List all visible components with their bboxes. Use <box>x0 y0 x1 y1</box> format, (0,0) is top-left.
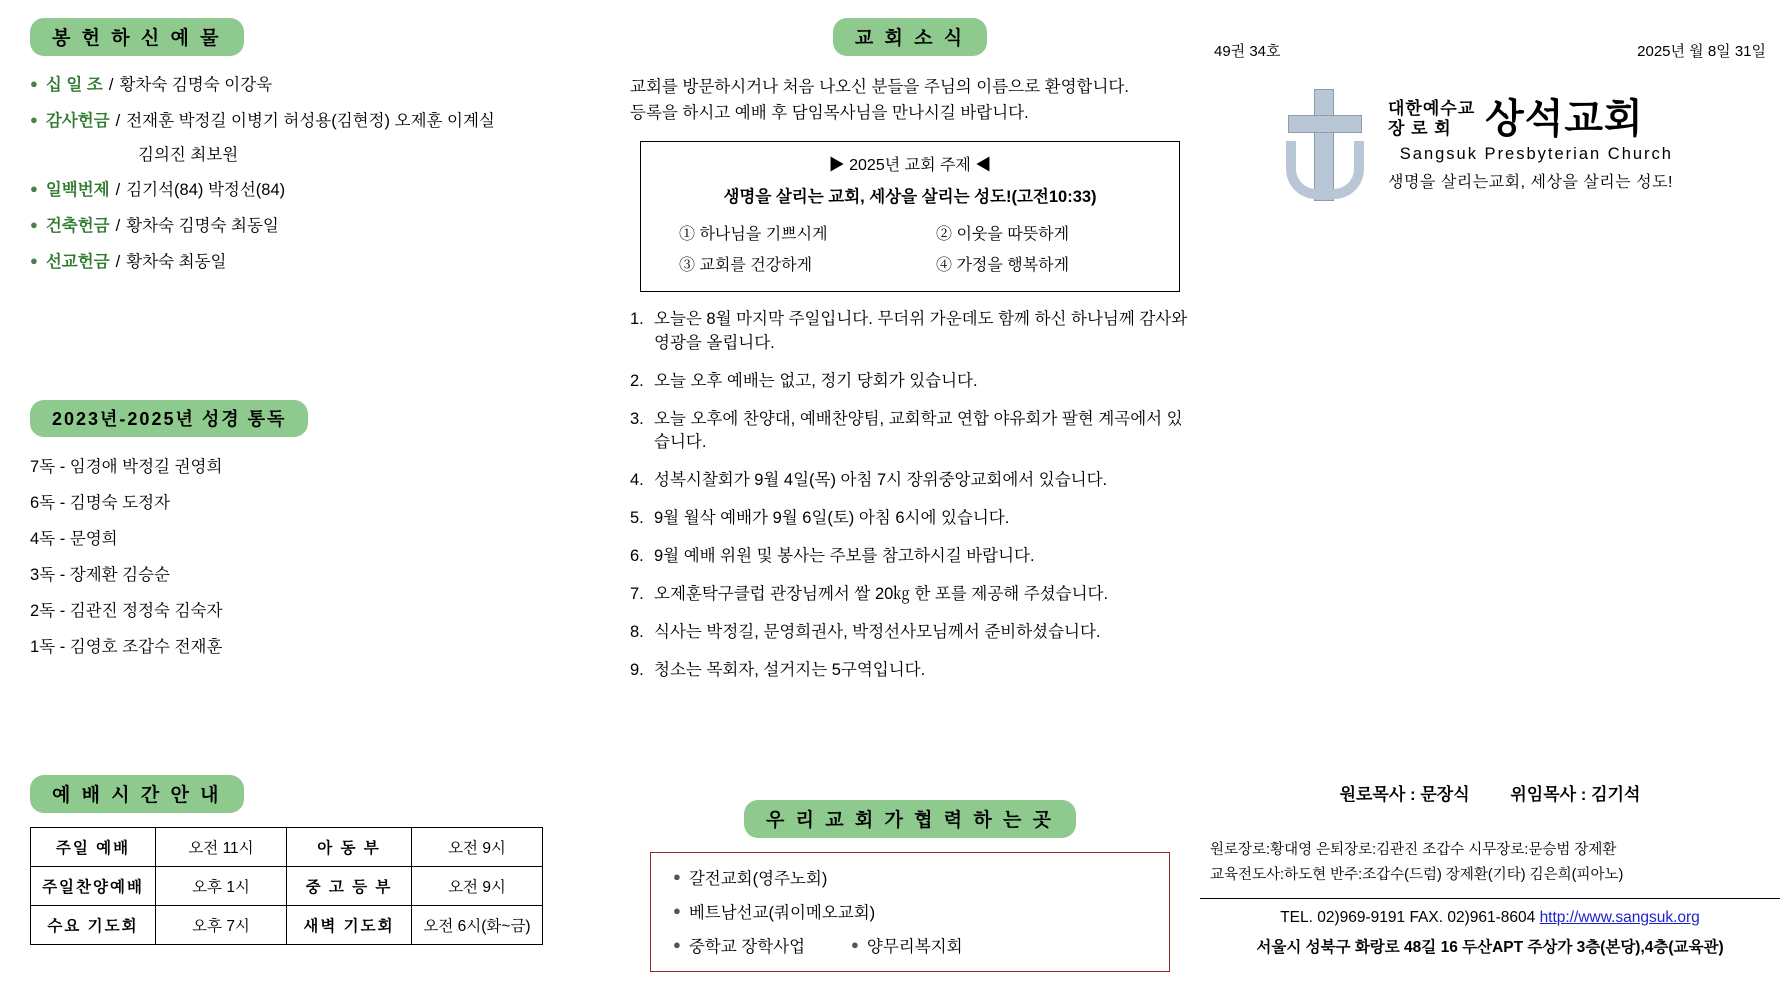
news-number: 2. <box>630 371 644 390</box>
annual-theme-item: ② 이웃을 따뜻하게 <box>936 225 1070 243</box>
offering-row <box>30 110 630 132</box>
church-logo <box>1210 89 1770 201</box>
elders-block <box>1210 838 1770 887</box>
offering-names: 황차숙 최동일 <box>126 253 227 272</box>
worship-schedule-heading: 예 배 시 간 안 내 <box>30 775 244 813</box>
list-item <box>630 370 1190 394</box>
divider <box>1200 898 1780 899</box>
offering-row <box>30 179 630 201</box>
worship-cell: 오전 9시 <box>412 867 543 906</box>
appointed-pastor: 위임목사 : 김기석 <box>1510 785 1641 804</box>
logo-title-row <box>1388 96 1673 141</box>
website-link[interactable]: http://www.sangsuk.org <box>1539 909 1700 926</box>
contact-block <box>1200 898 1780 957</box>
annual-theme-box <box>640 141 1180 292</box>
list-item <box>630 659 1190 683</box>
list-item <box>630 408 1190 456</box>
worship-cell: 중 고 등 부 <box>287 867 412 906</box>
bullet-icon: ● <box>851 937 859 952</box>
news-text: 9월 예배 위원 및 봉사는 주보를 참고하시길 바랍니다. <box>654 547 1035 566</box>
table-row <box>31 828 543 867</box>
offerings-section <box>30 18 630 287</box>
issue-volume: 49권 34호 <box>1214 43 1281 60</box>
news-number: 8. <box>630 623 644 642</box>
partners-heading: 우 리 교 회 가 협 력 하 는 곳 <box>744 800 1076 838</box>
bible-reading-row: 7독 - 임경애 박정길 권영희 <box>30 458 223 476</box>
list-item <box>630 507 1190 531</box>
partner-label: 중학교 장학사업 <box>688 938 806 956</box>
news-intro-line: 등록을 하시고 예배 후 담임목사님을 만나시길 바랍니다. <box>630 104 1029 123</box>
worship-cell: 오전 6시(화~금) <box>412 906 543 945</box>
church-news-heading: 교 회 소 식 <box>833 18 987 56</box>
partner-item <box>673 899 1155 923</box>
cross-icon <box>1280 89 1372 201</box>
bible-reading-section <box>30 400 630 669</box>
news-text: 오늘 오후 예배는 없고, 정기 당회가 있습니다. <box>654 371 978 390</box>
list-item <box>630 545 1190 569</box>
annual-theme-item: ① 하나님을 기쁘시게 <box>679 225 828 243</box>
offering-separator: / <box>108 76 114 94</box>
offering-names-continued: 김의진 최보원 <box>138 145 239 164</box>
news-text: 청소는 목회자, 설거지는 5구역입니다. <box>654 661 926 679</box>
elders-line: 원로장로:황대영 은퇴장로:김관진 조갑수 시무장로:문승범 장제환 <box>1210 842 1617 858</box>
masthead-section <box>1210 40 1770 201</box>
news-number: 4. <box>630 471 644 490</box>
issue-row <box>1210 40 1770 61</box>
partner-item-row <box>673 933 1155 957</box>
bullet-icon: ● <box>673 869 681 884</box>
bullet-icon: ● <box>30 112 38 128</box>
bullet-icon: ● <box>673 937 681 952</box>
news-text: 식사는 박정길, 문영희권사, 박정선사모님께서 준비하셨습니다. <box>654 623 1101 642</box>
bullet-icon: ● <box>30 180 38 196</box>
bible-reading-row: 4독 - 문영희 <box>30 530 118 548</box>
bible-reading-row: 1독 - 김영호 조갑수 전재훈 <box>30 638 223 656</box>
bullet-icon: ● <box>673 903 681 918</box>
church-slogan: 생명을 살리는교회, 세상을 살리는 성도! <box>1388 173 1673 191</box>
offering-separator: / <box>115 253 121 272</box>
offering-names: 황차숙 김명숙 최동일 <box>126 216 279 235</box>
partner-label: 갈전교회(영주노회) <box>688 870 828 888</box>
logo-text <box>1388 96 1673 192</box>
worship-schedule-section <box>30 775 610 945</box>
offering-row <box>30 251 630 273</box>
annual-theme-item: ④ 가정을 행복하게 <box>936 256 1070 274</box>
church-name-romanized: Sangsuk Presbyterian Church <box>1399 144 1673 163</box>
bible-reading-heading: 2023년-2025년 성경 통독 <box>30 400 308 437</box>
news-text: 오늘은 8월 마지막 주일입니다. 무더위 가운데도 함께 하신 하나님께 감사와 영광을 올립니다. <box>654 309 1188 352</box>
worship-cell: 오후 7시 <box>156 906 287 945</box>
offering-label: 일백번제 <box>45 180 110 199</box>
news-text: 오제훈탁구클럽 관장님께서 쌀 20㎏ 한 포를 제공해 주셨습니다. <box>654 585 1109 604</box>
contact-tel-row <box>1200 909 1780 927</box>
offering-names: 김기석(84) 박정선(84) <box>126 180 286 199</box>
list-item <box>630 583 1190 607</box>
church-name: 상석교회 <box>1485 96 1644 141</box>
news-text: 9월 월삭 예배가 9월 6일(토) 아침 6시에 있습니다. <box>654 509 1010 528</box>
offering-row <box>30 215 630 237</box>
news-intro-line: 교회를 방문하시거나 처음 나오신 분들을 주님의 이름으로 환영합니다. <box>630 78 1129 96</box>
news-number: 3. <box>630 409 644 428</box>
pastors-row <box>1210 780 1770 805</box>
list-item <box>630 469 1190 493</box>
worship-cell: 오전 11시 <box>156 828 287 867</box>
worship-cell: 새벽 기도회 <box>287 906 412 945</box>
offering-names: 황차숙 김명숙 이강욱 <box>119 76 273 94</box>
worship-cell: 아 동 부 <box>287 828 412 867</box>
offerings-heading: 봉 헌 하 신 예 물 <box>30 18 244 56</box>
contact-address: 서울시 성북구 화랑로 48길 16 두산APT 주상가 3층(본당),4층(교육관) <box>1256 939 1724 956</box>
list-item <box>630 308 1190 356</box>
annual-theme-items <box>653 217 1167 279</box>
partner-item <box>851 933 963 957</box>
offering-names: 전재훈 박정길 이병기 허성용(김현정) 오제훈 이계실 <box>126 112 495 131</box>
elders-line: 교육전도사:하도현 반주:조갑수(드럼) 장제환(기타) 김은희(피아노) <box>1210 866 1624 883</box>
partner-label: 베트남선교(쿼이메오교회) <box>688 904 876 922</box>
partners-section <box>650 800 1170 972</box>
list-item <box>630 621 1190 645</box>
offering-label: 십 일 조 <box>45 76 103 94</box>
offering-row <box>30 74 630 96</box>
worship-cell: 오전 9시 <box>412 828 543 867</box>
table-row <box>31 867 543 906</box>
partner-item <box>673 865 1155 889</box>
news-list <box>630 308 1190 683</box>
news-number: 6. <box>630 547 644 566</box>
offering-separator: / <box>115 180 121 199</box>
bible-reading-row: 3독 - 장제환 김승순 <box>30 566 170 584</box>
news-number: 9. <box>630 661 644 679</box>
worship-cell: 주일찬양예배 <box>31 867 156 906</box>
annual-theme-item: ③ 교회를 건강하게 <box>679 256 813 274</box>
news-number: 5. <box>630 509 644 528</box>
offering-label: 선교헌금 <box>45 253 110 272</box>
bible-reading-list <box>30 453 630 657</box>
worship-schedule-table <box>30 827 543 945</box>
church-news-section <box>630 18 1190 697</box>
news-text: 성복시찰회가 9월 4일(목) 아침 7시 장위중앙교회에서 있습니다. <box>654 471 1108 490</box>
offering-label: 건축헌금 <box>45 216 110 235</box>
issue-date: 2025년 월 8일 31일 <box>1637 43 1766 60</box>
offering-separator: / <box>115 112 121 131</box>
table-row <box>31 906 543 945</box>
partner-label: 양무리복지회 <box>866 938 963 956</box>
annual-theme-main: 생명을 살리는 교회, 세상을 살리는 성도!(고전10:33) <box>723 187 1097 206</box>
offerings-list <box>30 74 630 273</box>
bible-reading-row: 6독 - 김명숙 도정자 <box>30 494 170 512</box>
church-news-heading-wrap <box>630 18 1190 56</box>
news-number: 1. <box>630 309 644 328</box>
news-number: 7. <box>630 585 644 604</box>
denomination <box>1388 99 1485 138</box>
denomination-line2: 장 로 회 <box>1388 118 1452 138</box>
worship-cell: 오후 1시 <box>156 867 287 906</box>
contact-tel: TEL. 02)969-9191 FAX. 02)961-8604 <box>1280 909 1536 926</box>
senior-pastor: 원로목사 : 문장식 <box>1339 785 1470 804</box>
offering-separator: / <box>115 216 121 235</box>
partners-box <box>650 852 1170 972</box>
offering-label: 감사헌금 <box>45 112 110 131</box>
worship-cell: 주일 예배 <box>31 828 156 867</box>
denomination-line1: 대한예수교 <box>1388 99 1476 119</box>
partner-item <box>673 933 805 957</box>
bullet-icon: ● <box>30 253 38 269</box>
worship-cell: 수요 기도회 <box>31 906 156 945</box>
bullet-icon: ● <box>30 76 38 91</box>
annual-theme-header: ▶ 2025년 교회 주제 ◀ <box>828 156 992 174</box>
bible-reading-row: 2독 - 김관진 정정숙 김숙자 <box>30 602 223 620</box>
news-text: 오늘 오후에 찬양대, 예배찬양팀, 교회학교 연합 야유회가 팔현 계곡에서 있습니다. <box>654 409 1183 452</box>
bullet-icon: ● <box>30 216 38 232</box>
news-intro <box>630 74 1190 127</box>
